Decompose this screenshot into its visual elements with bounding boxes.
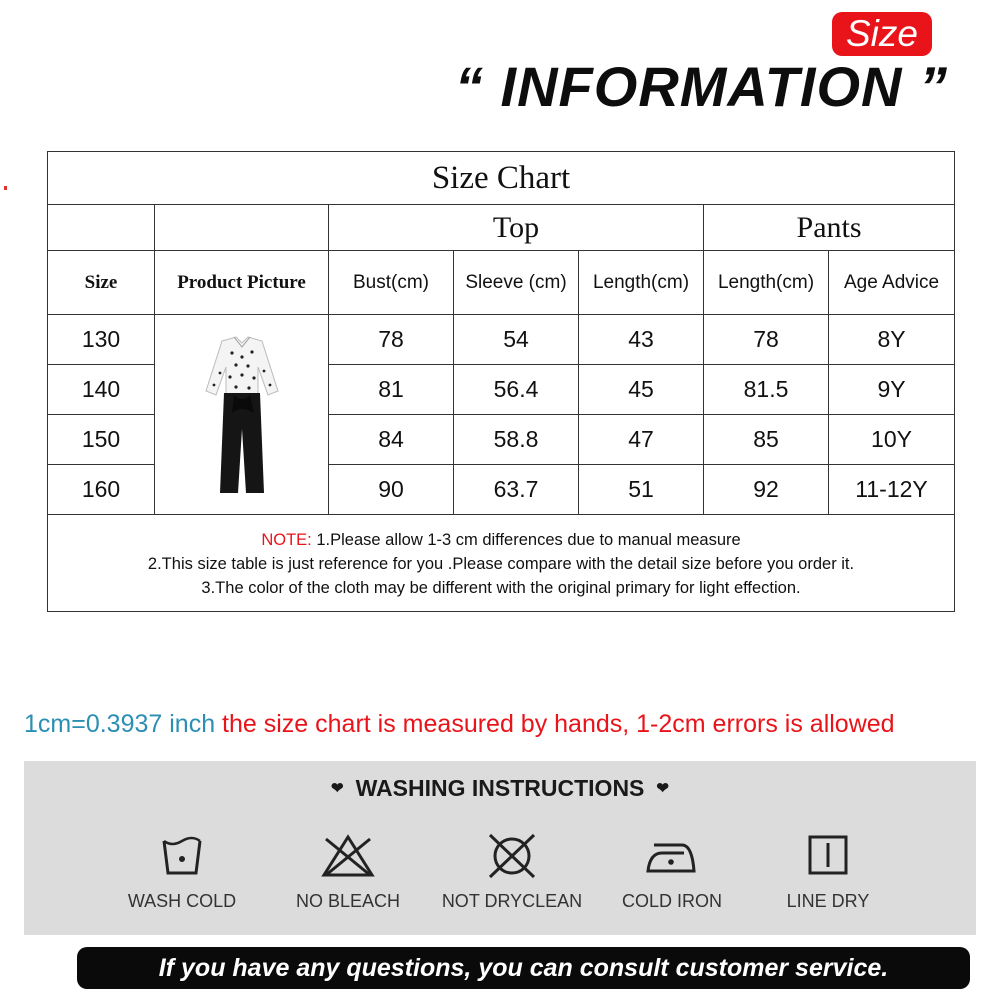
cell-sleeve: 56.4 [454,365,579,415]
note-line [48,528,954,552]
note-label: NOTE: [261,531,312,549]
column-header-bust: Bust(cm) [329,251,454,315]
product-image [192,333,292,497]
customer-service-banner: If you have any questions, you can consult customer service. [77,947,970,989]
cell-size: 140 [48,365,155,415]
product-picture-cell [155,315,329,515]
column-header-product-picture: Product Picture [155,251,329,315]
size-badge: Size [832,12,932,56]
cell-sleeve: 58.8 [454,415,579,465]
size-chart-notes [48,515,955,612]
group-header-pants: Pants [704,205,955,251]
cell-age-advice: 11-12Y [829,465,955,515]
blank-group-cell [48,205,155,251]
cell-size: 130 [48,315,155,365]
no-bleach-icon [320,831,376,879]
table-row [48,315,955,365]
cell-age-advice: 8Y [829,315,955,365]
cell-pants-length: 85 [704,415,829,465]
cell-sleeve: 63.7 [454,465,579,515]
wash-item [268,831,428,921]
wash-item [748,831,908,921]
wash-item-label: COLD IRON [621,891,722,911]
cold-iron-icon [644,831,700,879]
heart-icon: ❤ [656,780,669,797]
cell-pants-length: 81.5 [704,365,829,415]
wash-item-label: NO BLEACH [295,891,401,911]
column-header-age-advice: Age Advice [829,251,955,315]
cell-size: 160 [48,465,155,515]
information-title: “ INFORMATION ” [455,55,949,118]
wash-item-label: NOT DRYCLEAN [441,891,583,911]
blank-group-cell [155,205,329,251]
cell-sleeve: 54 [454,315,579,365]
wash-cold-icon [158,831,206,879]
column-header-pants-length: Length(cm) [704,251,829,315]
wash-item [592,831,752,921]
cell-size: 150 [48,415,155,465]
washing-title: WASHING INSTRUCTIONS [355,775,645,801]
cell-bust: 90 [329,465,454,515]
size-chart-title: Size Chart [48,152,955,205]
cell-bust: 78 [329,315,454,365]
unit-conversion: 1cm=0.3937 inch [24,710,216,738]
cell-bust: 81 [329,365,454,415]
cell-top-length: 45 [579,365,704,415]
cell-age-advice: 9Y [829,365,955,415]
column-header-size: Size [48,251,155,315]
cell-pants-length: 92 [704,465,829,515]
unit-conversion-line [24,706,984,742]
line-dry-icon [804,831,852,879]
wash-item [102,831,262,921]
cell-top-length: 51 [579,465,704,515]
cell-pants-length: 78 [704,315,829,365]
cell-bust: 84 [329,415,454,465]
no-dryclean-icon [484,831,540,879]
heart-icon: ❤ [331,780,344,797]
measurement-disclaimer: the size chart is measured by hands, 1-2cm errors is allowed [215,710,895,738]
column-header-top-length: Length(cm) [579,251,704,315]
wash-item-label: LINE DRY [786,891,870,911]
size-chart-table [47,151,955,612]
washing-instructions-panel [24,761,976,935]
note-line: 3.The color of the cloth may be different with the original primary for light effection. [201,579,801,597]
cell-age-advice: 10Y [829,415,955,465]
cell-top-length: 43 [579,315,704,365]
wash-item [432,831,592,921]
column-header-sleeve: Sleeve (cm) [454,251,579,315]
stray-mark [4,186,7,190]
wash-item-label: WASH COLD [127,891,237,911]
washing-title-row [24,771,976,805]
note-line: 2.This size table is just reference for you .Please compare with the detail size before you order it. [147,555,855,573]
group-header-top: Top [329,205,704,251]
note-text: 1.Please allow 1-3 cm differences due to manual measure [311,531,741,549]
cell-top-length: 47 [579,415,704,465]
